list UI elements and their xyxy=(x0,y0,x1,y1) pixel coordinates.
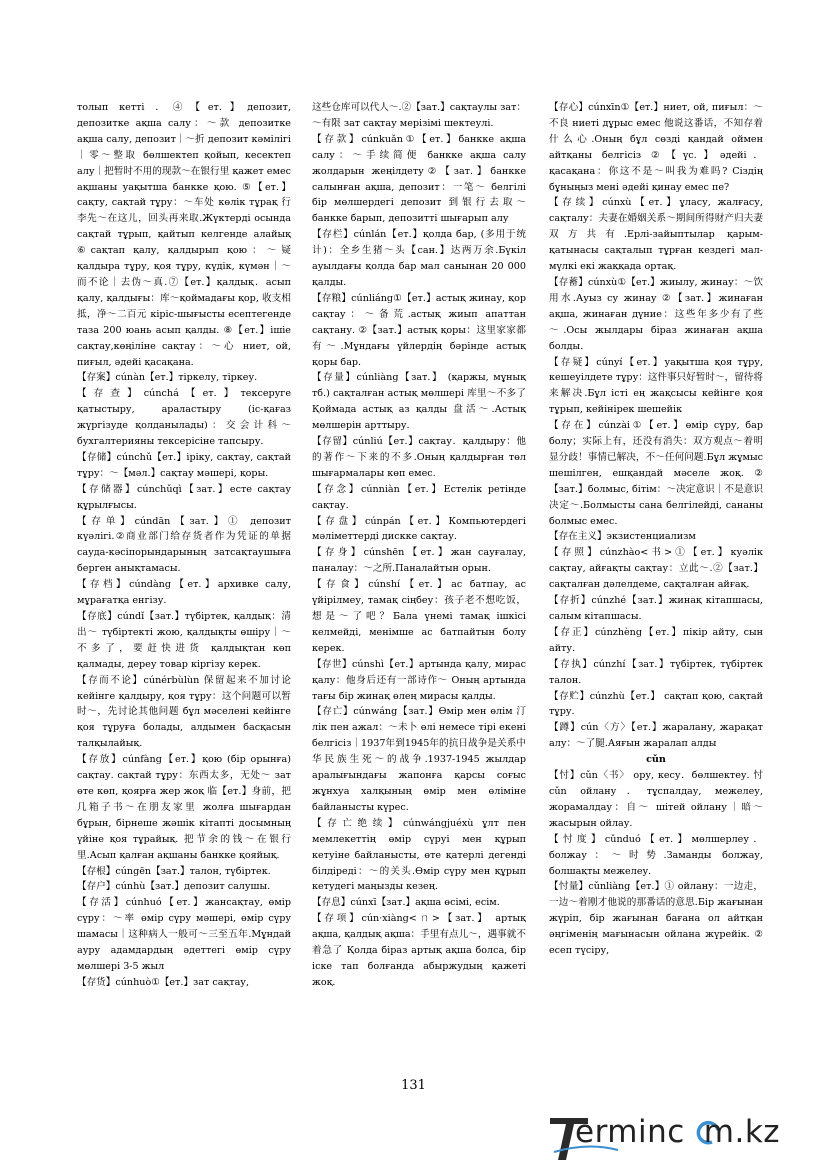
dictionary-entry: 【存案】cúnàn【ет.】тіркелу, тіркеу. xyxy=(77,372,258,384)
dictionary-entry: 【存疑】cúnyí【ет.】уақытша қоя тұру, кешеуілдете тұру：这件事只好暂时～，留待将来解决.Бұл істі ең жақсысы кейінге қоя тұрып, кейінірек шешейік xyxy=(549,356,763,416)
dictionary-entry: 【存折】cúnzhé【зат.】жинақ кітапшасы, салым кітапшасы. xyxy=(549,595,763,622)
dictionary-entry: 【存执】cúnzhí【зат.】түбіртек, түбіртек талон. xyxy=(549,658,763,686)
dictionary-entry: 【存而不论】cúnérbùlùn 保留起来不加讨论 кейінге қалдыру, қоя тұру：这个问题可以暂时～，先讨论其他问题 бұл мәселені кейінге қоя тұруға болады, алдымен басқасын талқылайық. xyxy=(77,674,291,750)
dictionary-entry: 【存续】cúnxù【ет.】ұласу, жалғасу, сақталу：夫妻在婚姻关系～期间所得财产归夫妻双方共有.Ерлі-зайыптылар қарым-қатынасы сақталып тұрған кездегі мал-мүлкі екі жаққада ортақ. xyxy=(549,197,763,273)
dictionary-entry: 【存项】cún·xiàng<ㄇ>【зат.】 артық ақша, қалдық ақша：手里有点儿～，遇事就不着急了 Қолда біраз артық ақша болса, бір іске тап болғанда абыржудың қажеті жоқ. xyxy=(312,913,526,988)
dictionary-entry: 【存储】cúnchǔ【ет.】іріку, сақтау, сақтай тұру：～【мәл.】сақтау мәшері, қоры. xyxy=(77,451,291,479)
dictionary-entry: толып кетті ．④【ет.】депозит, депозитке ақша салу：～款 депозитке ақша салу, депозит｜～折 депозит кәмілігі｜零～整取 бөлшектеп қойып, кесектеп алу｜把暂时不用的现款～在银行里 қажет емес ақшаны уақытша банкке қою. ⑤【ет.】сақту, сақтай тұру：～车处 көлік тұрақ 行李先～在这儿，回头再来取.Жүктерді осында сақтай тұрып, қайтып келгенде алайық ⑥сақтап қалу, қалдырып қою：～疑 қалдыра тұру, қоя тұру, күдік, күмән｜～而不论｜去伪～真.⑦【ет.】қалдық．асып қалу, қалдығы：库～қоймадағы қор, 收支相抵，净～二百元 кіріс-шығысты есептегенде таза 200 юань асып қалды. ⑧【ет.】ішіе сақтау,көңіліне сақтау：～心 ниет, ой, пиғыл, әдейі қасақана. xyxy=(77,102,291,368)
logo-text-part1: erminc xyxy=(575,1114,685,1150)
dictionary-entry: 【存查】cúnchá【ет.】тексеруге қатыстыру, араластыру (іс-қағаз жүргізуде қолданылады)：交会计科～ бухгалтерияны тексерісіне тапсыру. xyxy=(77,388,291,448)
page-number: 131 xyxy=(401,1078,426,1093)
dictionary-entry: 【存根】cúngēn【зат.】талон, түбіртек. xyxy=(77,865,271,877)
logo-text xyxy=(575,1114,780,1150)
dictionary-entry: 【忖】cǔn〈书〉 ору, кесу．бөлшектеу. 忖 cǔn ойлану．тұспалдау, межелеу, жорамалдау：自～ шітей ойлану｜暗～ жасырын ойлау. xyxy=(549,770,763,829)
dictionary-entry: 【存单】cúndān【зат.】① депозит күәлігі.②商业部门给存货者作为凭证的单据 сауда-кәсіпорындарының затсақтаушыға берген анықтамасы. xyxy=(77,515,291,575)
column-left xyxy=(77,100,291,991)
column-right xyxy=(549,100,763,959)
dictionary-entry: 【存在主义】экзистенциализм xyxy=(549,531,696,543)
dictionary-entry: 【存蓄】cúnxù①【ет.】жиылу, жинау：～饮用水.Ауыз су жинау ②【зат.】жинаған ақша, жинаған дүние：这些年多少有了些～.Осы жылдары біраз жинаған ақша болды. xyxy=(549,276,763,352)
logo-text-part2: m.kz xyxy=(703,1114,781,1150)
dictionary-entry: 【存底】cúndǐ【зат.】түбіртек, қалдық：清出～ түбіртекті жою, қалдықты өшіру｜～不多了，要赶快进货 қалдықтан көп қалмады, дереу товар кіргізу керек. xyxy=(77,611,291,670)
dictionary-entry: 这些仓库可以代人～.②【зат.】сақтаулы зат：～有限 зат сақтау мерізімі шектеулі. xyxy=(312,102,526,129)
dictionary-entry: 【存世】cúnshì【ет.】артында қалу, мирас қалу：他身后还有一部诗作～ Оның артында тағы бір жинақ өлең мирасы қалды. xyxy=(312,658,526,702)
dictionary-entry: 【存粮】cúnliáng①【ет.】астық жинау, қор сақтау：～备荒.астық жиып апаттан сақтану. ②【зат.】астық қоры：这里家家都有～.Мұндағы үйлердің бәрінде астық қоры бар. xyxy=(312,292,526,368)
dictionary-entry: 【存户】cúnhù【зат.】депозит салушы. xyxy=(77,881,271,893)
dictionary-entry: 【存在】cúnzài①【ет.】өмір сүру, бар болу；实际上有，还没有消失：双方观点～着明显分歧！事情已解决，不～任何问题.Бұл жұмыс шешілген, ешқандай мәселе жоқ. ②【зат.】болмыс, бітім：～决定意识｜不是意识决定～.Болмысты сана белгілейді, сананы болмыс емес. xyxy=(549,420,763,527)
termincom-logo[interactable] xyxy=(548,1112,808,1162)
section-heading: cǔn xyxy=(646,754,666,766)
dictionary-entry: 【蹲】cún〈方〉【ет.】жаралану, жарақат алу：～了腿.Аяғын жаралап алды xyxy=(549,722,763,750)
dictionary-entry: 【存量】cúnliàng【зат.】 (қаржы, мұнық тб.) сақталған астық мөлшері 库里～不多了 Қоймада астық аз қалды 盘活～.Астық мөлшерін арттыру. xyxy=(312,372,526,432)
dictionary-entry: 【存念】cúnniàn【ет.】Естелік ретінде сақтау. xyxy=(312,483,526,511)
dictionary-entry: 【存活】cúnhuó【ет.】жансақтау, өмір сүру：～率 өмір сүру мәшері, өмір сүру шамасы｜这种病人一般可～三至五年.Мұндай ауру адамдардың әдеттегі өмір сүру мөлшері 3-5 жыл xyxy=(77,897,291,972)
dictionary-entry: 【存亡绝续】cúnwángjuéxù ұлт пен мемлекеттің өмір сүруі мен құрып кетуіне байланысты, өте қатерлі дегенді білдіреді：～的关头.Өмір сүру мен құрып кетудегі маңызды кезең. xyxy=(312,817,526,893)
dictionary-entry: 【存货】cúnhuò①【ет.】зат сақтау, xyxy=(77,976,249,988)
dictionary-entry: 【存档】cúndàng【ет.】архивке салу, мұрағатқа енгізу. xyxy=(77,579,291,607)
dictionary-entry: 【存身】cúnshēn【ет.】жан сауғалау, паналау：～之所.Паналайтын орын. xyxy=(312,547,526,575)
dictionary-entry: 【存留】cúnliú【ет.】сақтау．қалдыру：他的著作～下来的不多.Оның қалдырған төл шығармалары көп емес. xyxy=(312,436,526,479)
dictionary-entry: 【存放】cúnfàng【ет.】қою (бір орынға) сақтау. сақтай тұру：东西太多，无处～ зат өте көп, қоярға жер жоқ 临【ет.】身前，把几箱子书～在朋友家里 жолға шығардан бұрын, бірнеше жәшік кітапті досымның үйіне қоя тұрайық. 把节余的钱～在银行里.Асып қалған ақшаны банкке қояйық. xyxy=(77,754,291,861)
dictionary-entry: 【存正】cúnzhèng【ет.】пікір айту, сын айту. xyxy=(549,626,763,654)
dictionary-entry: 【存贮】cúnzhù【ет.】 сақтап қою, сақтай тұру. xyxy=(549,690,763,718)
dictionary-entry: 【忖度】cǔnduó【ет.】мөлшерлеу．болжау：～时势.Заманды болжау, болшақты межелеу. xyxy=(549,833,763,877)
dictionary-entry: 【存亡】cúnwáng【зат.】Өмір мен өлім 汀лік пен ажал：～未卜 өлі немесе тірі екені белгісіз｜1937年到1945年的抗日战争是关系中华民族生死～的战争.1937-1945 жылдар аралығындағы жапонға қарсы соғыс жұнхуа халқының өмір мен өліміне байланысты күрес. xyxy=(312,706,526,813)
dictionary-entry: 【存心】cúnxīn①【ет.】ниет, ой, пиғыл：～不良 ниеті дұрыс емес 他说这番话，不知存着什么心.Оның бұл сөзді қандай оймен айтқаны белгісіз ②【үс.】әдейі．қасақана：你这不是～叫我为难吗? Сіздің бұныңыз мені әдейі қинау емес пе? xyxy=(549,102,763,193)
dictionary-entry: 【存息】cúnxī【зат.】ақша өсімі, есім. xyxy=(312,897,500,909)
dictionary-entry: 【存款】cúnkuǎn①【ет.】банкке ақша салу：～手续简便 банкке ақша салу жолдарын жеңілдету②【зат.】банкке салынған ақша, депозит：一笔～ белгілі бір мөлшердегі депозит 到银行去取～ банкке барып, депозитті шығарып алу xyxy=(312,133,526,225)
dictionary-entry: 【存栏】cúnlán【ет.】қолда бар, (多用于统计)：全乡生猪～头【сан.】达两万余.Бүкіл ауылдағы қолда бар мал санынан 20 000 қалды. xyxy=(312,229,526,288)
dictionary-entry: 【存盘】cúnpán【ет.】Компьютердегі мәліметтерді дискке сақтау. xyxy=(312,515,526,543)
dictionary-entry: 【存食】cúnshí【ет.】ас батпау, ас үйірілмеу, тамақ сіңбеу：孩子老不想吃饭，想是～了吧？Бала үнемі тамақ ішкісі келмейді, менімше ас батпайтын болу керек. xyxy=(312,579,526,654)
dictionary-entry: 【存储器】cúnchǔqì【зат.】есте сақтау құрылғысы. xyxy=(77,483,291,511)
dictionary-entry: 【忖量】cǔnliàng【ет.】① ойлану：一边走，一边～着刚才他说的那番话的意思.Бір жағынан жүріп, бір жағынан бағана ол айтқан әңгіменің мағынасын ойлана жүрейік. ② есеп түсіру, xyxy=(549,881,763,957)
column-middle xyxy=(312,100,526,991)
dictionary-entry: 【存照】cúnzhào<书>①【ет.】куәлік сақтау, айғақты сақтау：立此～.②【зат.】сақталған дәлелдеме, сақталған айғақ. xyxy=(549,547,763,591)
